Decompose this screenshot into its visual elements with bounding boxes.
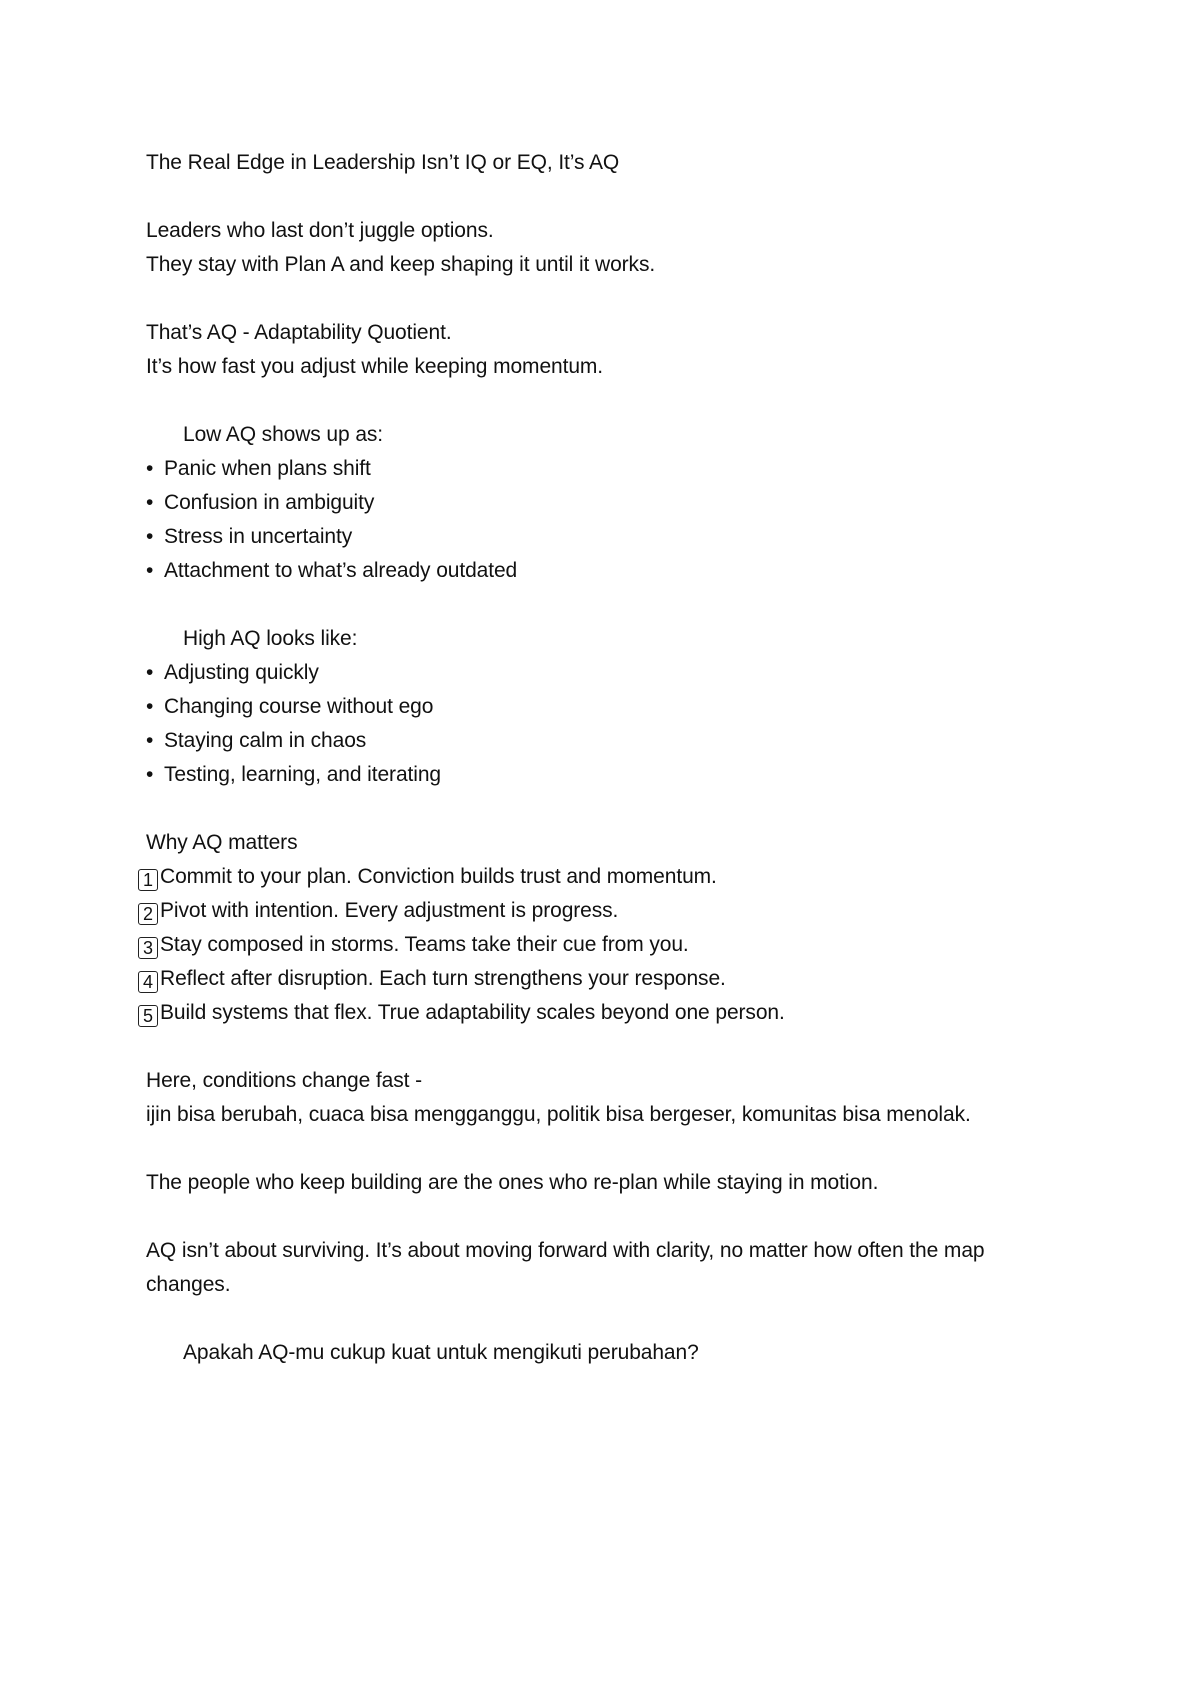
- spacer: [146, 792, 1076, 826]
- low-aq-item-text: Confusion in ambiguity: [164, 491, 375, 514]
- why-aq-item-text: Stay composed in storms. Teams take their cue from you.: [160, 933, 689, 956]
- spacer: [146, 384, 1076, 418]
- high-aq-item: [146, 758, 1076, 792]
- why-aq-item: [138, 860, 1076, 894]
- low-aq-item: [146, 452, 1076, 486]
- why-aq-heading: Why AQ matters: [146, 831, 298, 854]
- high-aq-item-text: Staying calm in chaos: [164, 729, 367, 752]
- spacer: [146, 1200, 1076, 1234]
- low-aq-item-text: Attachment to what’s already outdated: [164, 559, 518, 582]
- low-aq-heading: Low AQ shows up as:: [183, 423, 384, 446]
- bullet-icon: •: [146, 525, 154, 548]
- spacer: [146, 282, 1076, 316]
- bullet-icon: •: [146, 695, 154, 718]
- why-aq-item: [138, 962, 1076, 996]
- keycap-number-icon: 2: [138, 903, 158, 925]
- low-aq-item-text: Stress in uncertainty: [164, 525, 353, 548]
- why-aq-item-text: Reflect after disruption. Each turn strengthens your response.: [160, 967, 726, 990]
- why-aq-item-text: Pivot with intention. Every adjustment is progress.: [160, 899, 619, 922]
- bullet-icon: •: [146, 729, 154, 752]
- keycap-number-icon: 1: [138, 869, 158, 891]
- bullet-icon: •: [146, 559, 154, 582]
- why-aq-item-text: Build systems that flex. True adaptability scales beyond one person.: [160, 1001, 785, 1024]
- why-aq-item-text: Commit to your plan. Conviction builds trust and momentum.: [160, 865, 717, 888]
- high-aq-item: [146, 724, 1076, 758]
- intro-line-1: Leaders who last don’t juggle options.: [146, 219, 494, 242]
- low-aq-item: [146, 520, 1076, 554]
- bullet-icon: •: [146, 491, 154, 514]
- keycap-number-icon: 3: [138, 937, 158, 959]
- high-aq-item-text: Adjusting quickly: [164, 661, 319, 684]
- document-body: [143, 146, 1076, 1370]
- high-aq-item: [146, 690, 1076, 724]
- high-aq-heading: High AQ looks like:: [183, 627, 358, 650]
- why-aq-item: [138, 928, 1076, 962]
- high-aq-item-text: Testing, learning, and iterating: [164, 763, 441, 786]
- why-aq-item: [138, 894, 1076, 928]
- aq-definition-line-1: That’s AQ - Adaptability Quotient.: [146, 321, 452, 344]
- high-aq-item-text: Changing course without ego: [164, 695, 434, 718]
- spacer: [146, 1030, 1076, 1064]
- intro-line-2: They stay with Plan A and keep shaping it until it works.: [146, 253, 656, 276]
- low-aq-item: [146, 554, 1076, 588]
- keycap-number-icon: 4: [138, 971, 158, 993]
- low-aq-item-text: Panic when plans shift: [164, 457, 371, 480]
- keycap-number-icon: 5: [138, 1005, 158, 1027]
- conditions-line-1: Here, conditions change fast -: [146, 1069, 422, 1092]
- spacer: [146, 1132, 1076, 1166]
- document-title: The Real Edge in Leadership Isn’t IQ or EQ, It’s AQ: [146, 151, 620, 174]
- high-aq-item: [146, 656, 1076, 690]
- spacer: [146, 180, 1076, 214]
- why-aq-item: [138, 996, 1076, 1030]
- closing-paragraph: AQ isn’t about surviving. It’s about moving forward with clarity, no matter how often the map changes.: [146, 1239, 985, 1296]
- people-paragraph: The people who keep building are the ones who re-plan while staying in motion.: [146, 1171, 879, 1194]
- conditions-line-2: ijin bisa berubah, cuaca bisa mengganggu, politik bisa bergeser, komunitas bisa menolak.: [146, 1103, 971, 1126]
- bullet-icon: •: [146, 763, 154, 786]
- spacer: [146, 1302, 1076, 1336]
- spacer: [146, 588, 1076, 622]
- closing-question: Apakah AQ-mu cukup kuat untuk mengikuti perubahan?: [183, 1341, 699, 1364]
- bullet-icon: •: [146, 661, 154, 684]
- aq-definition-line-2: It’s how fast you adjust while keeping momentum.: [146, 355, 604, 378]
- low-aq-item: [146, 486, 1076, 520]
- bullet-icon: •: [146, 457, 154, 480]
